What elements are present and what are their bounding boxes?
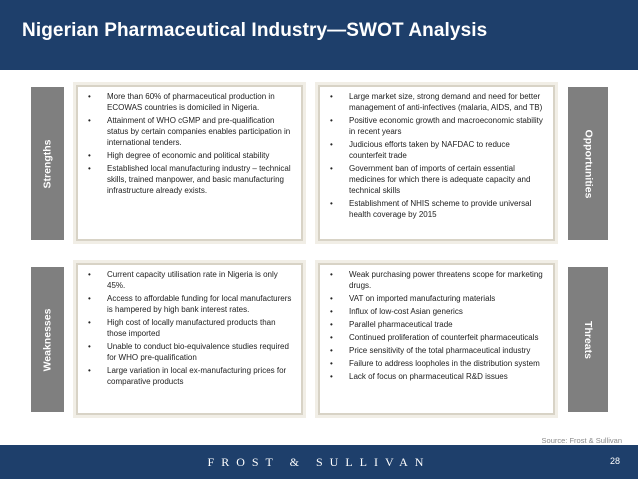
weaknesses-box (76, 263, 303, 415)
list-item: • Positive economic growth and macroeconomic stability in recent years (330, 115, 545, 137)
footer-bar (0, 445, 638, 479)
list-item: • Large market size, strong demand and need for better management of anti-infectives (malaria, AIDS, and TB) (330, 91, 545, 113)
list-item: • Current capacity utilisation rate in Nigeria is only 45%. (88, 269, 293, 291)
strengths-list (88, 91, 293, 196)
frost-sullivan-logo: FROST & SULLIVAN (207, 455, 431, 469)
weaknesses-tab (31, 267, 64, 412)
list-item: • Large variation in local ex-manufacturing prices for comparative products (88, 365, 293, 387)
opportunities-tab (568, 87, 608, 240)
list-item: • Establishment of NHIS scheme to provide universal health coverage by 2015 (330, 198, 545, 220)
threats-tab (568, 267, 608, 412)
threats-list (330, 269, 545, 382)
page-title: Nigerian Pharmaceutical Industry—SWOT Analysis (22, 20, 488, 41)
strengths-label: Strengths (41, 138, 54, 189)
strengths-box (76, 85, 303, 241)
list-item: • Parallel pharmaceutical trade (330, 319, 545, 330)
opportunities-list (330, 91, 545, 220)
list-item: • Weak purchasing power threatens scope for marketing drugs. (330, 269, 545, 291)
list-item: • Unable to conduct bio-equivalence studies required for WHO pre-qualification (88, 341, 293, 363)
opportunities-box (318, 85, 555, 241)
list-item: • Price sensitivity of the total pharmaceutical industry (330, 345, 545, 356)
page-number: 28 (609, 456, 620, 466)
source-note: Source: Frost & Sullivan (541, 436, 622, 445)
opportunities-label: Opportunities (582, 129, 594, 198)
list-item: • High cost of locally manufactured products than those imported (88, 317, 293, 339)
list-item: • Access to affordable funding for local manufacturers is hampered by high bank interest rates. (88, 293, 293, 315)
header-bar (0, 0, 638, 70)
weaknesses-list (88, 269, 293, 387)
list-item: • Influx of low-cost Asian generics (330, 306, 545, 317)
threats-label: Threats (582, 320, 594, 359)
list-item: • Government ban of imports of certain essential medicines for which there is adequate capacity and technical skills (330, 163, 545, 196)
list-item: • More than 60% of pharmaceutical production in ECOWAS countries is domiciled in Nigeria. (88, 91, 293, 113)
list-item: • Continued proliferation of counterfeit pharmaceuticals (330, 332, 545, 343)
list-item: • VAT on imported manufacturing materials (330, 293, 545, 304)
strengths-tab (31, 87, 64, 240)
list-item: • Failure to address loopholes in the distribution system (330, 358, 545, 369)
list-item: • Lack of focus on pharmaceutical R&D issues (330, 371, 545, 382)
weaknesses-label: Weaknesses (41, 308, 54, 371)
list-item: • Attainment of WHO cGMP and pre-qualification status by certain companies enables participation in international tenders. (88, 115, 293, 148)
list-item: • Judicious efforts taken by NAFDAC to reduce counterfeit trade (330, 139, 545, 161)
list-item: • Established local manufacturing industry – technical skills, trained manpower, and basic manufacturing infrastructure already exists. (88, 163, 293, 196)
list-item: • High degree of economic and political stability (88, 150, 293, 161)
threats-box (318, 263, 555, 415)
